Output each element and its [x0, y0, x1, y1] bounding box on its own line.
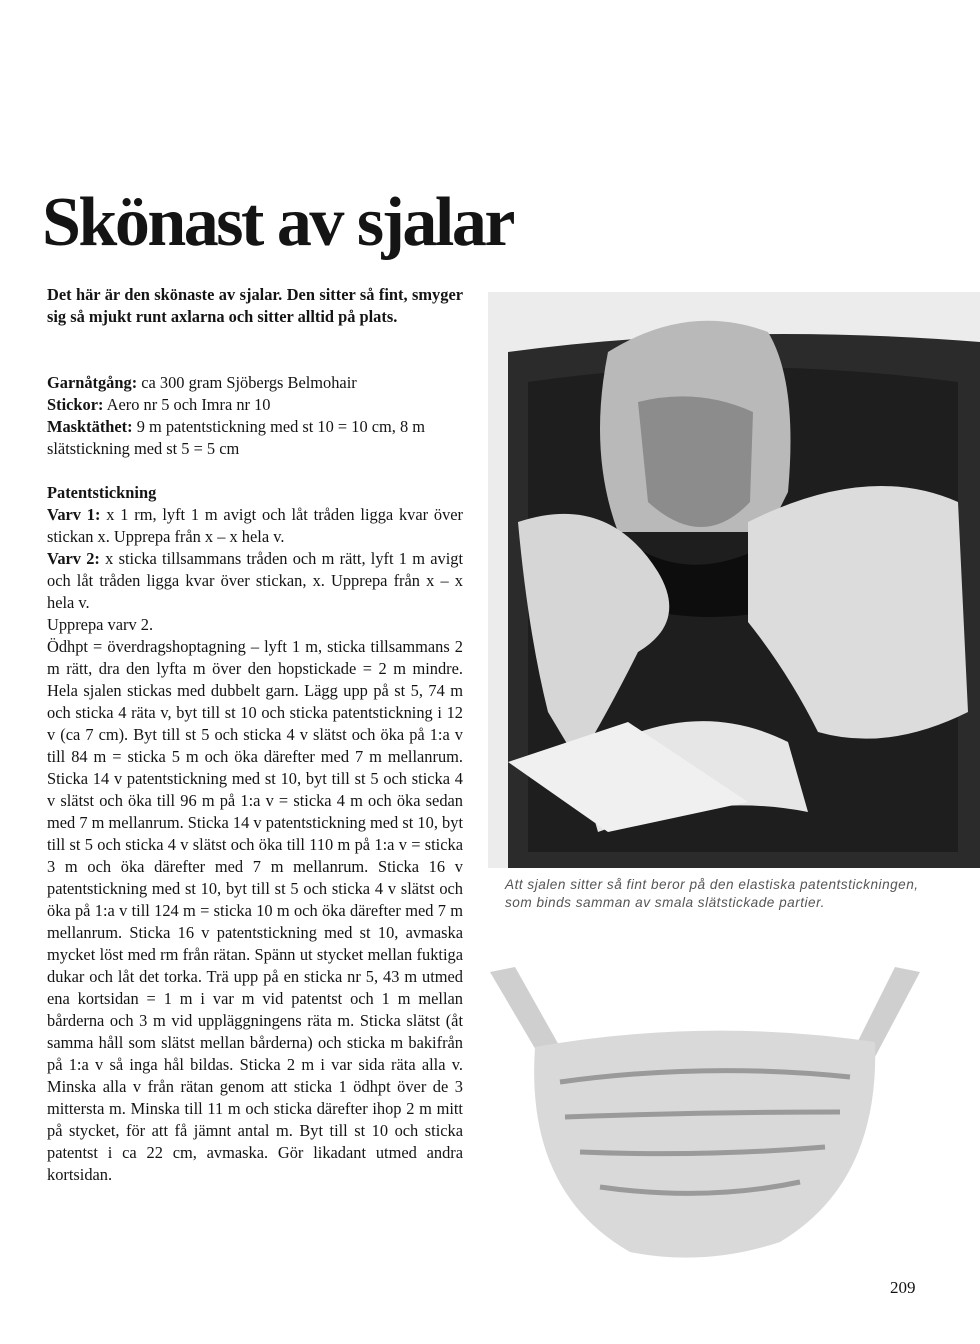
spacer	[47, 328, 463, 350]
spec-yarn	[47, 372, 463, 394]
shawl-illustration	[480, 962, 930, 1264]
spacer	[47, 350, 463, 372]
spec-yarn-label: Garnåtgång:	[47, 373, 138, 392]
left-strap	[490, 967, 560, 1057]
page-number: 209	[890, 1278, 916, 1297]
spec-needles	[47, 394, 463, 416]
article-body	[47, 284, 463, 1186]
page-title: Skönast av sjalar	[42, 184, 513, 261]
pattern-row-2-label: Varv 2:	[47, 549, 100, 568]
shawl-body	[534, 1031, 875, 1258]
spec-yarn-value: ca 300 gram Sjöbergs Belmohair	[137, 373, 357, 392]
spec-needles-label: Stickor:	[47, 395, 104, 414]
pattern-row-1	[47, 504, 463, 548]
photo-caption: Att sjalen sitter så fint beror på den elastiska patentstickningen, som binds samman av smala slätstickade partier.	[505, 877, 919, 910]
pattern-heading: Patentstickning	[47, 483, 157, 502]
spec-gauge	[47, 416, 463, 460]
spacer	[47, 460, 463, 482]
pattern-row-1-text: x 1 rm, lyft 1 m avigt och låt tråden ligga kvar över stickan x. Upprepa från x – x hela v.	[47, 505, 464, 546]
spec-gauge-label: Masktäthet:	[47, 417, 133, 436]
model-photo-illustration	[488, 292, 980, 868]
instructions-paragraph: Ödhpt = överdragshoptagning – lyft 1 m, sticka tillsammans 2 m rätt, dra den lyfta m över den hopstickade = 2 m mindre. Hela sjalen stickas med dubbelt garn. Lägg upp på st 5, 74 m och sticka 4 räta v, byt till st 10 och sticka patentstickning i 12 v (ca 7 cm). Byt till st 5 och sticka 4 v slätst och öka på 1:a v till 84 m = sticka 5 m och öka därefter med 7 m mellanrum. Sticka 14 v patentstickning med st 10, byt till st 5 och sticka 4 v slätst och öka till 96 m på 1:a v = sticka 4 m och öka sedan med 7 m mellanrum. Sticka 14 v patentstickning med st 10, byt till st 5 och sticka 4 v slätst och öka till 110 m på 1:a v = sticka 3 m och öka därefter med 7 m mellanrum. Sticka 16 v patentstickning med st 10, byt till st 5 och sticka 4 v slätst och öka på 1:a v till 124 m = sticka 10 m och öka därefter med 7 m mellanrum. Sticka 16 v patentstickning med st 10, avmaska mycket löst med rm från rätan. Spänn ut stycket mellan fuktiga dukar och låt det torka. Trä upp på en sticka nr 5, 43 m utmed ena kortsidan = 1 m i var m vid patentst och 1 m mellan bårderna och 3 m vid uppläggningens räta m. Sticka slätst (åt samma håll som slätst mellan bårderna) och sticka m bakifrån på 1:a v så inga hål bildas. Sticka 2 m i var sida räta alla v. Minska alla v från rätan genom att sticka 1 ödhpt över de 3 mittersta m. Minska till 11 m och sticka därefter ihop 2 m mitt på stycket, för att få jämnt antal m. Byt till st 10 och sticka patentst i ca 22 cm, avmaska. Gör likadant utmed andra kortsidan.	[47, 637, 463, 1184]
pattern-row-1-label: Varv 1:	[47, 505, 101, 524]
model-photo	[488, 292, 980, 868]
spec-needles-value: Aero nr 5 och Imra nr 10	[103, 395, 271, 414]
pattern-repeat: Upprepa varv 2.	[47, 615, 154, 634]
spec-gauge-value: 9 m patentstickning med st 10 = 10 cm, 8 m slätstickning med st 5 = 5 cm	[47, 417, 426, 458]
pattern-row-2	[47, 548, 463, 614]
intro-paragraph: Det här är den skönaste av sjalar. Den sitter så fint, smyger sig så mjukt runt axlarna och sitter alltid på plats.	[47, 285, 463, 326]
pattern-row-2-text: x sticka tillsammans tråden och m rätt, lyft 1 m avigt och låt tråden ligga kvar över stickan, x. Upprepa från x – x hela v.	[47, 549, 463, 612]
